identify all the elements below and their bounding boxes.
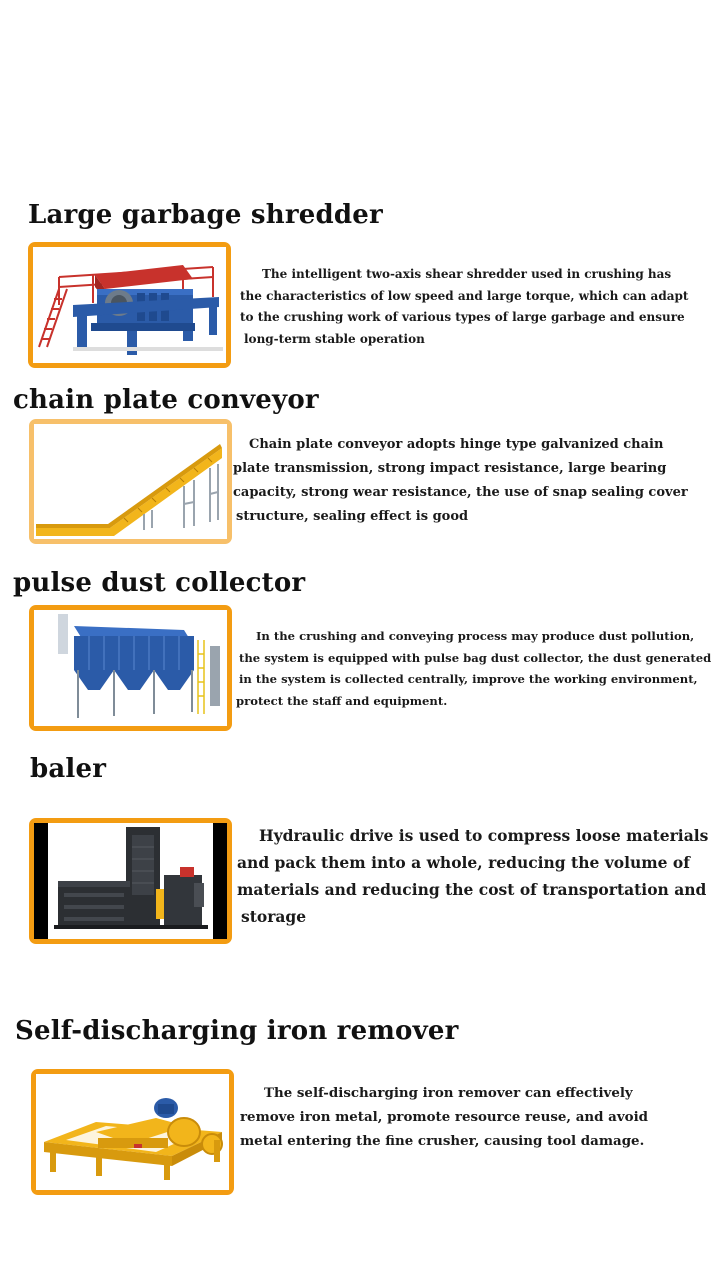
description-line: The intelligent two-axis shear shredder used in crushing has bbox=[262, 267, 672, 281]
description-line: metal entering the fine crusher, causing tool damage. bbox=[240, 1133, 645, 1149]
conveyor-description bbox=[233, 433, 688, 529]
description-line: remove iron metal, promote resource reuse, and avoid bbox=[240, 1109, 649, 1125]
shredder-description bbox=[240, 264, 688, 350]
description-line: materials and reducing the cost of transportation and bbox=[237, 880, 707, 899]
description-line: capacity, strong wear resistance, the use of snap sealing cover bbox=[233, 485, 688, 500]
description-line: long-term stable operation bbox=[244, 331, 425, 346]
section-title-conveyor: chain plate conveyor bbox=[13, 385, 319, 415]
description-line: In the crushing and conveying process may produce dust pollution, bbox=[256, 629, 695, 643]
description-line: and pack them into a whole, reducing the volume of bbox=[237, 853, 690, 872]
section-title-iron-remover: Self-discharging iron remover bbox=[15, 1016, 459, 1046]
dust-collector-image bbox=[29, 605, 232, 731]
baler-description bbox=[237, 822, 708, 930]
baler-image bbox=[29, 818, 232, 944]
shredder-image bbox=[28, 242, 231, 368]
section-title-shredder: Large garbage shredder bbox=[28, 200, 383, 230]
section-title-baler: baler bbox=[30, 754, 107, 784]
description-line: Hydraulic drive is used to compress loose materials bbox=[259, 826, 709, 845]
description-line: structure, sealing effect is good bbox=[236, 509, 469, 524]
conveyor-image bbox=[29, 419, 232, 544]
iron-remover-description bbox=[240, 1081, 648, 1153]
description-line: to the crushing work of various types of large garbage and ensure bbox=[240, 310, 685, 324]
description-line: plate transmission, strong impact resistance, large bearing bbox=[233, 461, 667, 476]
description-line: the system is equipped with pulse bag dust collector, the dust generated bbox=[239, 650, 711, 665]
section-title-dust-collector: pulse dust collector bbox=[13, 568, 306, 598]
description-line: Chain plate conveyor adopts hinge type galvanized chain bbox=[249, 437, 664, 452]
iron-remover-image bbox=[31, 1069, 234, 1195]
description-line: storage bbox=[241, 907, 307, 926]
description-line: protect the staff and equipment. bbox=[236, 693, 448, 708]
description-line: the characteristics of low speed and large torque, which can adapt bbox=[240, 288, 689, 303]
dust-collector-description bbox=[236, 626, 711, 712]
description-line: in the system is collected centrally, improve the working environment, bbox=[239, 672, 698, 686]
description-line: The self-discharging iron remover can effectively bbox=[264, 1085, 633, 1101]
